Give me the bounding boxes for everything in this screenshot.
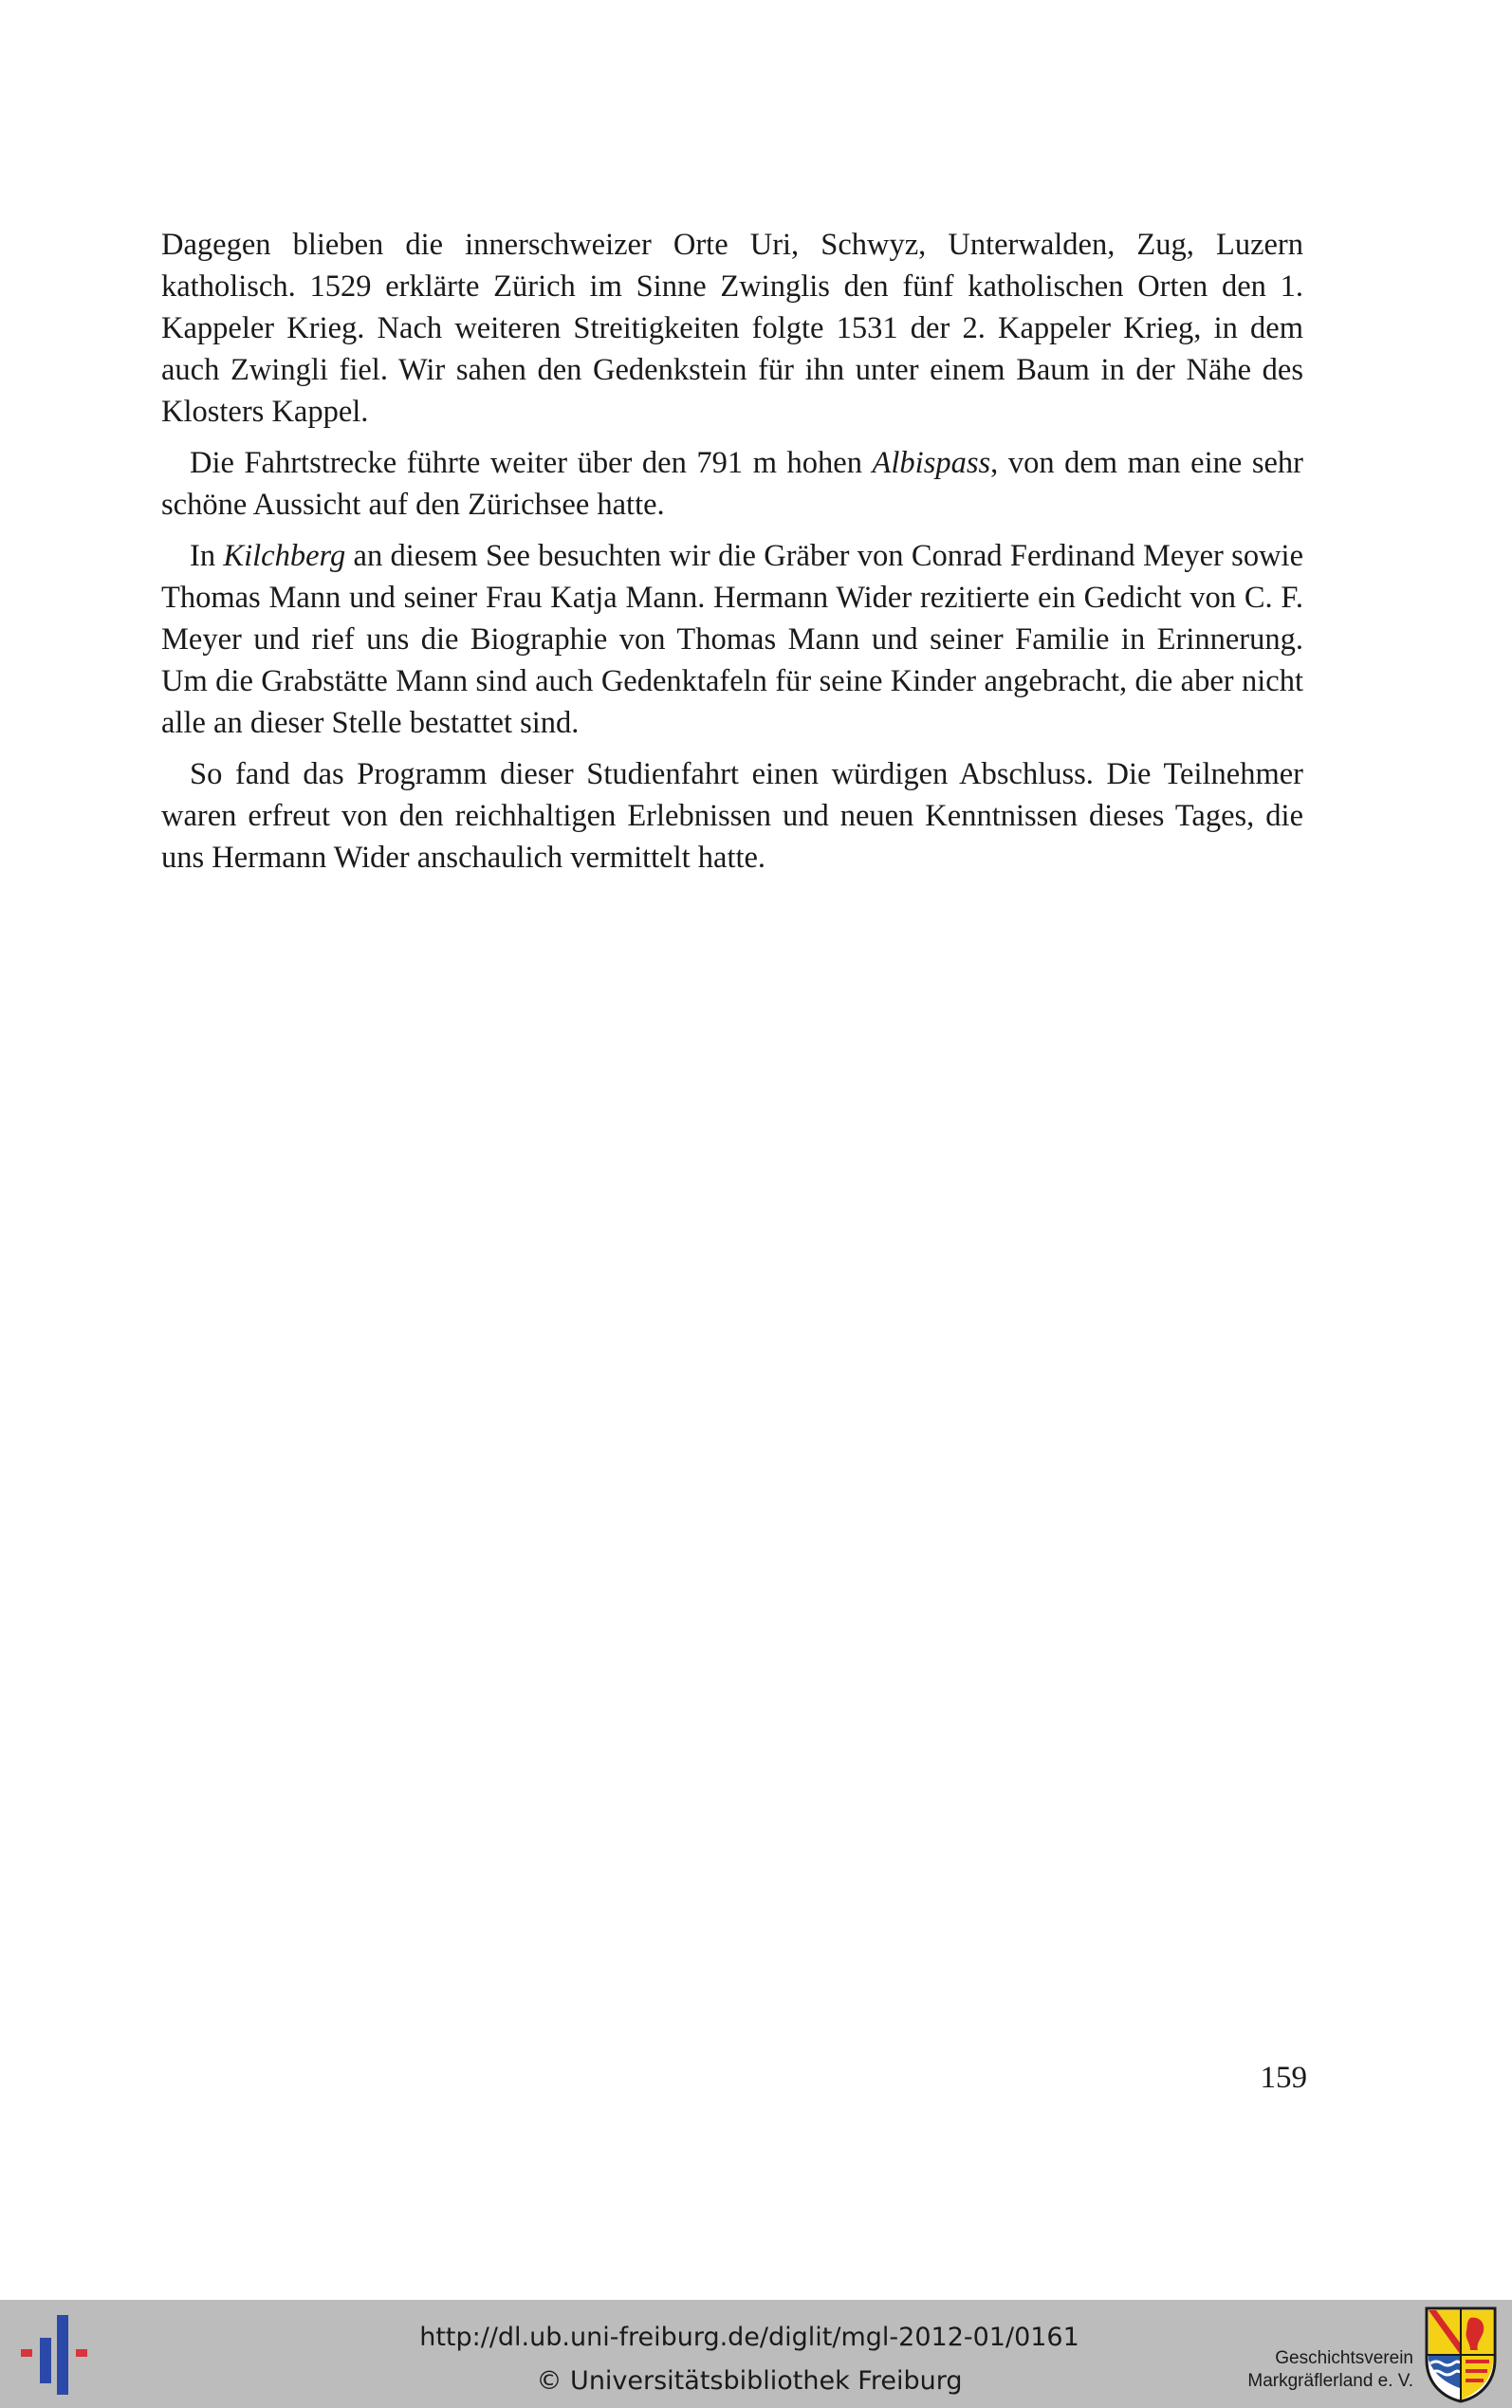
place-name-albispass: Albispass xyxy=(872,446,991,480)
paragraph-3 xyxy=(161,535,1303,744)
society-name-line1: Geschichtsverein xyxy=(1275,2348,1413,2368)
society-name-line2: Markgräflerland e. V. xyxy=(1247,2371,1413,2391)
paragraph-1: Dagegen blieben die innerschweizer Orte Uri, Schwyz, Unterwalden, Zug, Luzern katholisch. 1529 erklärte Zürich im Sinne Zwinglis den fünf katholischen Orten den 1. Kappeler Krieg. Nach weiteren Streitigkeiten folgte 1531 der 2. Kappeler Krieg, in dem auch Zwingli fiel. Wir sahen den Gedenkstein für ihn unter einem Baum in der Nähe des Klosters Kappel. xyxy=(161,228,1303,429)
footer-copyright: © Universitätsbibliothek Freiburg xyxy=(536,2366,963,2396)
paragraph-3-text-end: an diesem See besuchten wir die Gräber von Conrad Ferdinand Meyer sowie Thomas Mann und seiner Frau Katja Mann. Hermann Wider rezitierte ein Gedicht von C. F. Meyer und rief uns die Biographie von Thomas Mann und seiner Familie in Erinnerung. Um die Grabstätte Mann sind auch Gedenktafeln für seine Kinder angebracht, die aber nicht alle an dieser Stelle bestattet sind. xyxy=(161,539,1303,740)
paragraph-2-text-end: , von dem man eine sehr schöne Aussicht auf den Zürichsee hatte. xyxy=(161,446,1304,522)
paragraph-2 xyxy=(161,442,1303,526)
footer-url-link[interactable]: http://dl.ub.uni-freiburg.de/diglit/mgl-2012-01/0161 xyxy=(419,2323,1079,2352)
paragraph-2-text: Die Fahrtstrecke führte weiter über den 791 m hohen xyxy=(190,446,873,480)
body-text xyxy=(161,224,1303,888)
paragraph-4: So fand das Programm dieser Studienfahrt einen würdigen Abschluss. Die Teilnehmer waren erfreut von den reichhaltigen Erlebnissen und neuen Kenntnissen dieses Tages, die uns Hermann Wider anschaulich vermittelt hatte. xyxy=(161,757,1303,875)
coat-of-arms-icon xyxy=(1423,2305,1499,2403)
ub-freiburg-logo-icon xyxy=(19,2311,99,2399)
place-name-kilchberg: Kilchberg xyxy=(223,539,346,573)
page-number: 159 xyxy=(1260,2061,1307,2095)
paragraph-3-text: In xyxy=(190,539,224,573)
